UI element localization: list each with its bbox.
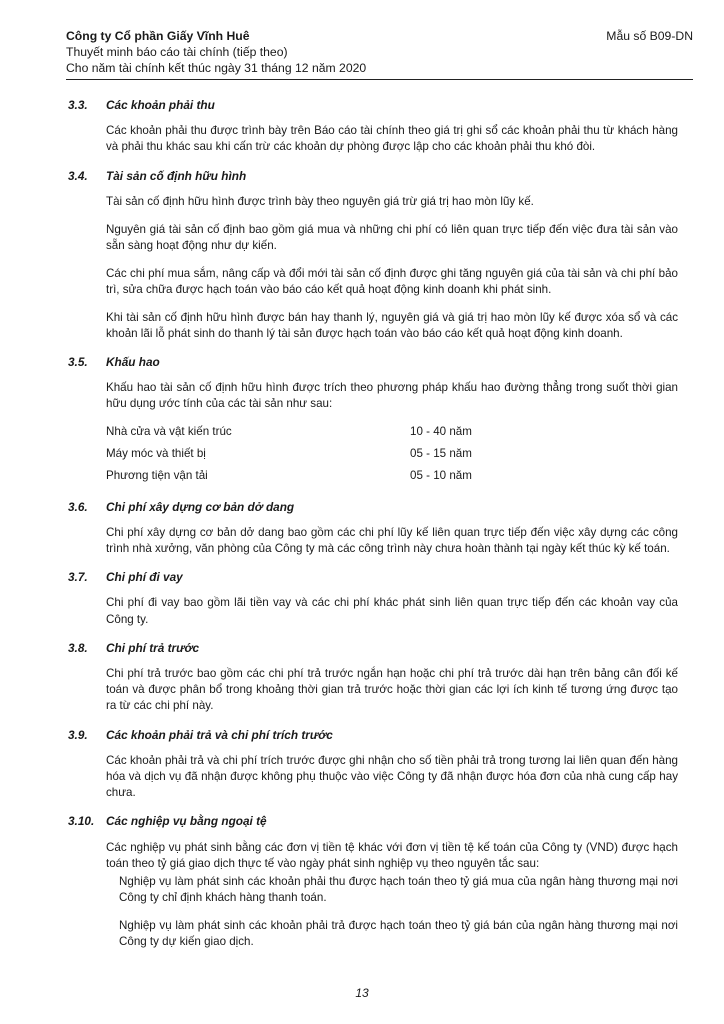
section-prepaid-expenses (68, 640, 678, 715)
section-heading (68, 727, 678, 743)
page-number: 13 (355, 986, 369, 1000)
section-heading (68, 97, 678, 113)
useful-life: 05 - 10 năm (410, 468, 472, 482)
paragraph: Các khoản phải trả và chi phí trích trước được ghi nhận cho số tiền phải trả trong tương lai liên quan đến hàng hóa và dịch vụ đã nhận được không phụ thuộc vào việc Công ty đã nhận được hóa đơn của nhà cung cấp hay chưa. (106, 753, 678, 800)
section-heading (68, 354, 678, 370)
section-title: Khấu hao (106, 355, 160, 370)
section-heading (68, 640, 678, 656)
section-title: Tài sản cố định hữu hình (106, 168, 247, 183)
table-row (106, 443, 678, 465)
paragraph: Chi phí xây dựng cơ bản dở dang bao gồm các chi phí lũy kế liên quan trực tiếp đến việc xây dựng các công trình nhà xưởng, văn phòng của Công ty mà các công trình này chưa hoàn thành tại ngày kết thúc kỳ kế toán. (106, 525, 678, 556)
report-subtitle: Thuyết minh báo cáo tài chính (tiếp theo) (66, 45, 288, 59)
useful-life: 05 - 15 năm (410, 446, 472, 460)
section-title: Các nghiệp vụ bằng ngoại tệ (106, 814, 267, 829)
section-depreciation (68, 354, 678, 487)
table-row (106, 421, 678, 443)
section-borrowing-costs (68, 569, 678, 628)
section-number: 3.8. (68, 640, 88, 655)
section-payables-accruals (68, 727, 678, 802)
table-row (106, 465, 678, 487)
section-construction-in-progress (68, 499, 678, 558)
report-period: Cho năm tài chính kết thúc ngày 31 tháng 12 năm 2020 (66, 61, 367, 75)
asset-class: Phương tiện vận tải (106, 468, 208, 482)
paragraph: Khấu hao tài sản cố định hữu hình được trích theo phương pháp khấu hao đường thẳng trong suốt thời gian hữu dụng ước tính của các tài sản như sau: (106, 381, 678, 411)
section-heading (68, 499, 678, 515)
section-number: 3.6. (68, 499, 88, 514)
section-title: Chi phí trả trước (106, 640, 200, 655)
section-tangible-fixed-assets (68, 168, 678, 342)
section-receivables (68, 97, 678, 156)
section-foreign-currency (68, 813, 678, 950)
section-number: 3.3. (68, 98, 88, 112)
paragraph: Tài sản cố định hữu hình được trình bày theo nguyên giá trừ giá trị hao mòn lũy kế. (106, 194, 534, 208)
sub-item: Nghiệp vụ làm phát sinh các khoản phải thu được hạch toán theo tỷ giá mua của ngân hàng thương mại nơi Công ty chỉ định khách hàng thanh toán. (119, 875, 678, 905)
section-title: Các khoản phải trả và chi phí trích trước (106, 727, 333, 742)
paragraph: Chi phí trả trước bao gồm các chi phí trả trước ngắn hạn hoặc chi phí trả trước dài hạn trên bảng cân đối kế toán và được phân bổ trong khoảng thời gian trả trước hoặc thời gian các lợi ích kinh tế tương ứng được tạo ra từ các chi phí này. (106, 667, 678, 713)
paragraph: Nguyên giá tài sản cố định bao gồm giá mua và những chi phí có liên quan trực tiếp đến việc đưa tài sản vào sẵn sàng hoạt động như dự kiến. (106, 222, 678, 252)
sub-item: Nghiệp vụ làm phát sinh các khoản phải trả được hạch toán theo tỷ giá bán của ngân hàng thương mại nơi Công ty dự kiến giao dịch. (119, 919, 678, 949)
header-divider (66, 79, 693, 80)
paragraph: Chi phí đi vay bao gồm lãi tiền vay và các chi phí khác phát sinh liên quan trực tiếp đến các khoản vay của Công ty. (106, 596, 678, 626)
section-number: 3.5. (68, 355, 88, 370)
section-heading (68, 168, 678, 184)
useful-life: 10 - 40 năm (410, 424, 472, 438)
useful-life-table (106, 421, 678, 487)
section-number: 3.10. (68, 814, 95, 829)
form-number: Mẫu số B09-DN (606, 29, 693, 43)
paragraph: Các chi phí mua sắm, nâng cấp và đổi mới tài sản cố định được ghi tăng nguyên giá của tài sản và chi phí bảo trì, sửa chữa được hạch toán vào báo cáo kết quả hoạt động kinh doanh khi phát sinh. (106, 266, 678, 296)
paragraph: Các nghiệp vụ phát sinh bằng các đơn vị tiền tệ khác với đơn vị tiền tệ kế toán của Công ty (VND) được hạch toán theo tỷ giá giao dịch thực tế vào ngày phát sinh nghiệp vụ theo nguyên tắc sau: (106, 840, 678, 870)
page-header (66, 28, 693, 76)
section-number: 3.4. (68, 168, 88, 183)
section-number: 3.7. (68, 570, 88, 585)
company-name: Công ty Cổ phần Giấy Vĩnh Huê (66, 29, 250, 43)
section-title: Các khoản phải thu (106, 98, 215, 112)
paragraph: Các khoản phải thu được trình bày trên Báo cáo tài chính theo giá trị ghi sổ các khoản phải thu từ khách hàng và phải thu khác sau khi cấn trừ các khoản dự phòng được lập cho các khoản phải thu khó đòi. (106, 124, 678, 154)
section-title: Chi phí xây dựng cơ bản dở dang (106, 499, 295, 514)
asset-class: Nhà cửa và vật kiến trúc (106, 424, 232, 438)
section-heading (68, 569, 678, 585)
section-number: 3.9. (68, 727, 88, 742)
paragraph: Khi tài sản cố định hữu hình được bán hay thanh lý, nguyên giá và giá trị hao mòn lũy kế được xóa sổ và các khoản lãi lỗ phát sinh do thanh lý tài sản được hạch toán vào báo cáo kết quả hoạt động kinh doanh. (106, 310, 678, 340)
asset-class: Máy móc và thiết bị (106, 446, 206, 460)
section-heading (68, 813, 678, 829)
document-body (68, 97, 678, 962)
section-title: Chi phí đi vay (106, 570, 183, 585)
